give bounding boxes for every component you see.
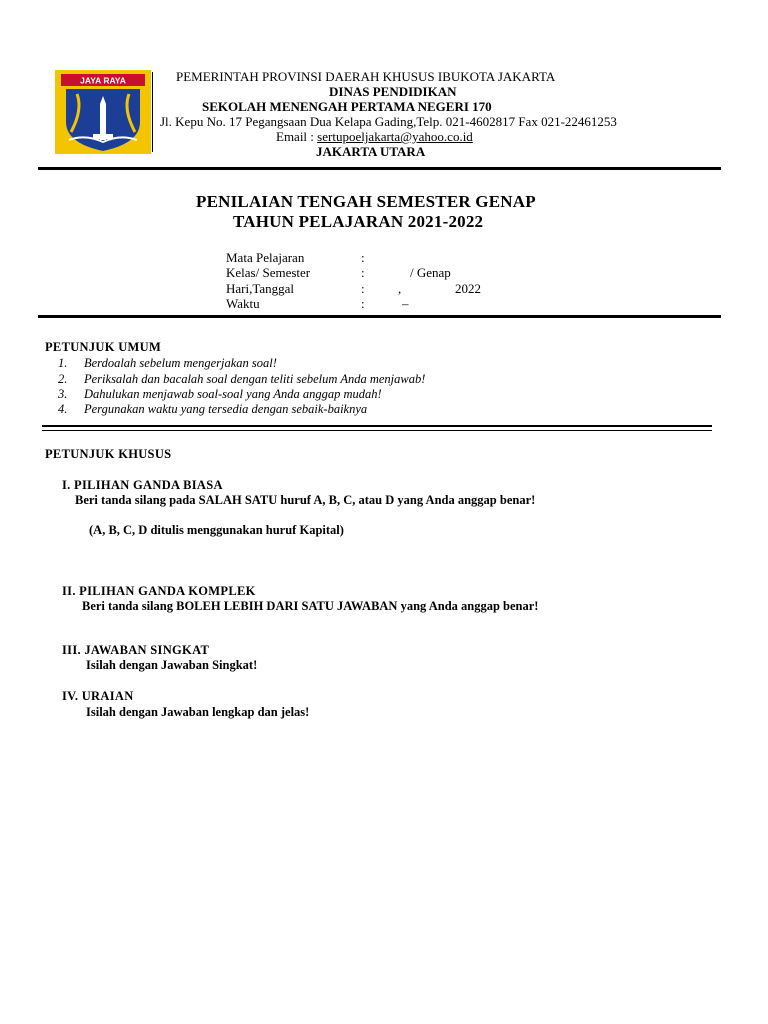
info-time-label: Waktu: [226, 296, 260, 311]
exam-title: PENILAIAN TENGAH SEMESTER GENAP: [196, 192, 536, 211]
header-city: JAKARTA UTARA: [316, 144, 426, 159]
special-instructions-heading: PETUNJUK KHUSUS: [45, 447, 172, 461]
general-instruction-item: 2. Periksalah dan bacalah soal dengan teliti sebelum Anda menjawab!: [58, 372, 426, 386]
exam-year: TAHUN PELAJARAN 2021-2022: [233, 212, 484, 231]
section-instruction: Beri tanda silang BOLEH LEBIH DARI SATU JAWABAN yang Anda anggap benar!: [82, 599, 539, 613]
info-time-colon: :: [361, 296, 365, 311]
info-date-comma: ,: [398, 281, 402, 296]
info-time-dash: –: [402, 296, 409, 311]
info-date-label: Hari,Tanggal: [226, 281, 295, 296]
email-label: Email :: [276, 129, 318, 144]
info-subject-label: Mata Pelajaran: [226, 250, 305, 265]
section-instruction: Isilah dengan Jawaban lengkap dan jelas!: [86, 705, 310, 719]
info-class-colon: :: [361, 265, 365, 280]
section-instruction: Beri tanda silang pada SALAH SATU huruf A, B, C, atau D yang Anda anggap benar!: [75, 493, 536, 507]
jakarta-emblem-logo: [55, 70, 151, 154]
section-title-complex-choice: II. PILIHAN GANDA KOMPLEK: [62, 584, 256, 598]
header-email-row: [276, 129, 473, 144]
general-instruction-item: 1. Berdoalah sebelum mengerjakan soal!: [58, 356, 277, 370]
section-note: (A, B, C, D ditulis menggunakan huruf Kapital): [89, 523, 344, 537]
header-line-province: PEMERINTAH PROVINSI DAERAH KHUSUS IBUKOTA JAKARTA: [176, 69, 556, 84]
header-rule: [38, 167, 721, 170]
header-address: Jl. Kepu No. 17 Pegangsaan Dua Kelapa Gading,Telp. 021-4602817 Fax 021-22461253: [160, 114, 617, 129]
info-rule: [38, 315, 721, 318]
section-title-short-answer: III. JAWABAN SINGKAT: [62, 643, 210, 657]
email-link[interactable]: sertupoeljakarta@yahoo.co.id: [317, 129, 473, 144]
info-class-label: Kelas/ Semester: [226, 265, 311, 280]
info-date-year: 2022: [455, 281, 481, 296]
general-instructions-heading: PETUNJUK UMUM: [45, 340, 162, 354]
general-instruction-item: 4. Pergunakan waktu yang tersedia dengan sebaik-baiknya: [58, 402, 368, 416]
header-line-dinas: DINAS PENDIDIKAN: [329, 84, 457, 99]
logo-text: JAYA RAYA: [80, 75, 126, 86]
info-class-value: / Genap: [410, 265, 451, 280]
header-line-school: SEKOLAH MENENGAH PERTAMA NEGERI 170: [202, 99, 492, 114]
double-rule-top: [42, 425, 712, 427]
section-title-essay: IV. URAIAN: [62, 689, 134, 703]
section-instruction: Isilah dengan Jawaban Singkat!: [86, 658, 258, 672]
general-instruction-item: 3. Dahulukan menjawab soal-soal yang Anda anggap mudah!: [58, 387, 382, 401]
info-subject-colon: :: [361, 250, 365, 265]
double-rule-bottom: [42, 430, 712, 431]
info-date-colon: :: [361, 281, 365, 296]
section-title-multiple-choice: I. PILIHAN GANDA BIASA: [62, 478, 223, 492]
header-divider: [152, 72, 153, 152]
